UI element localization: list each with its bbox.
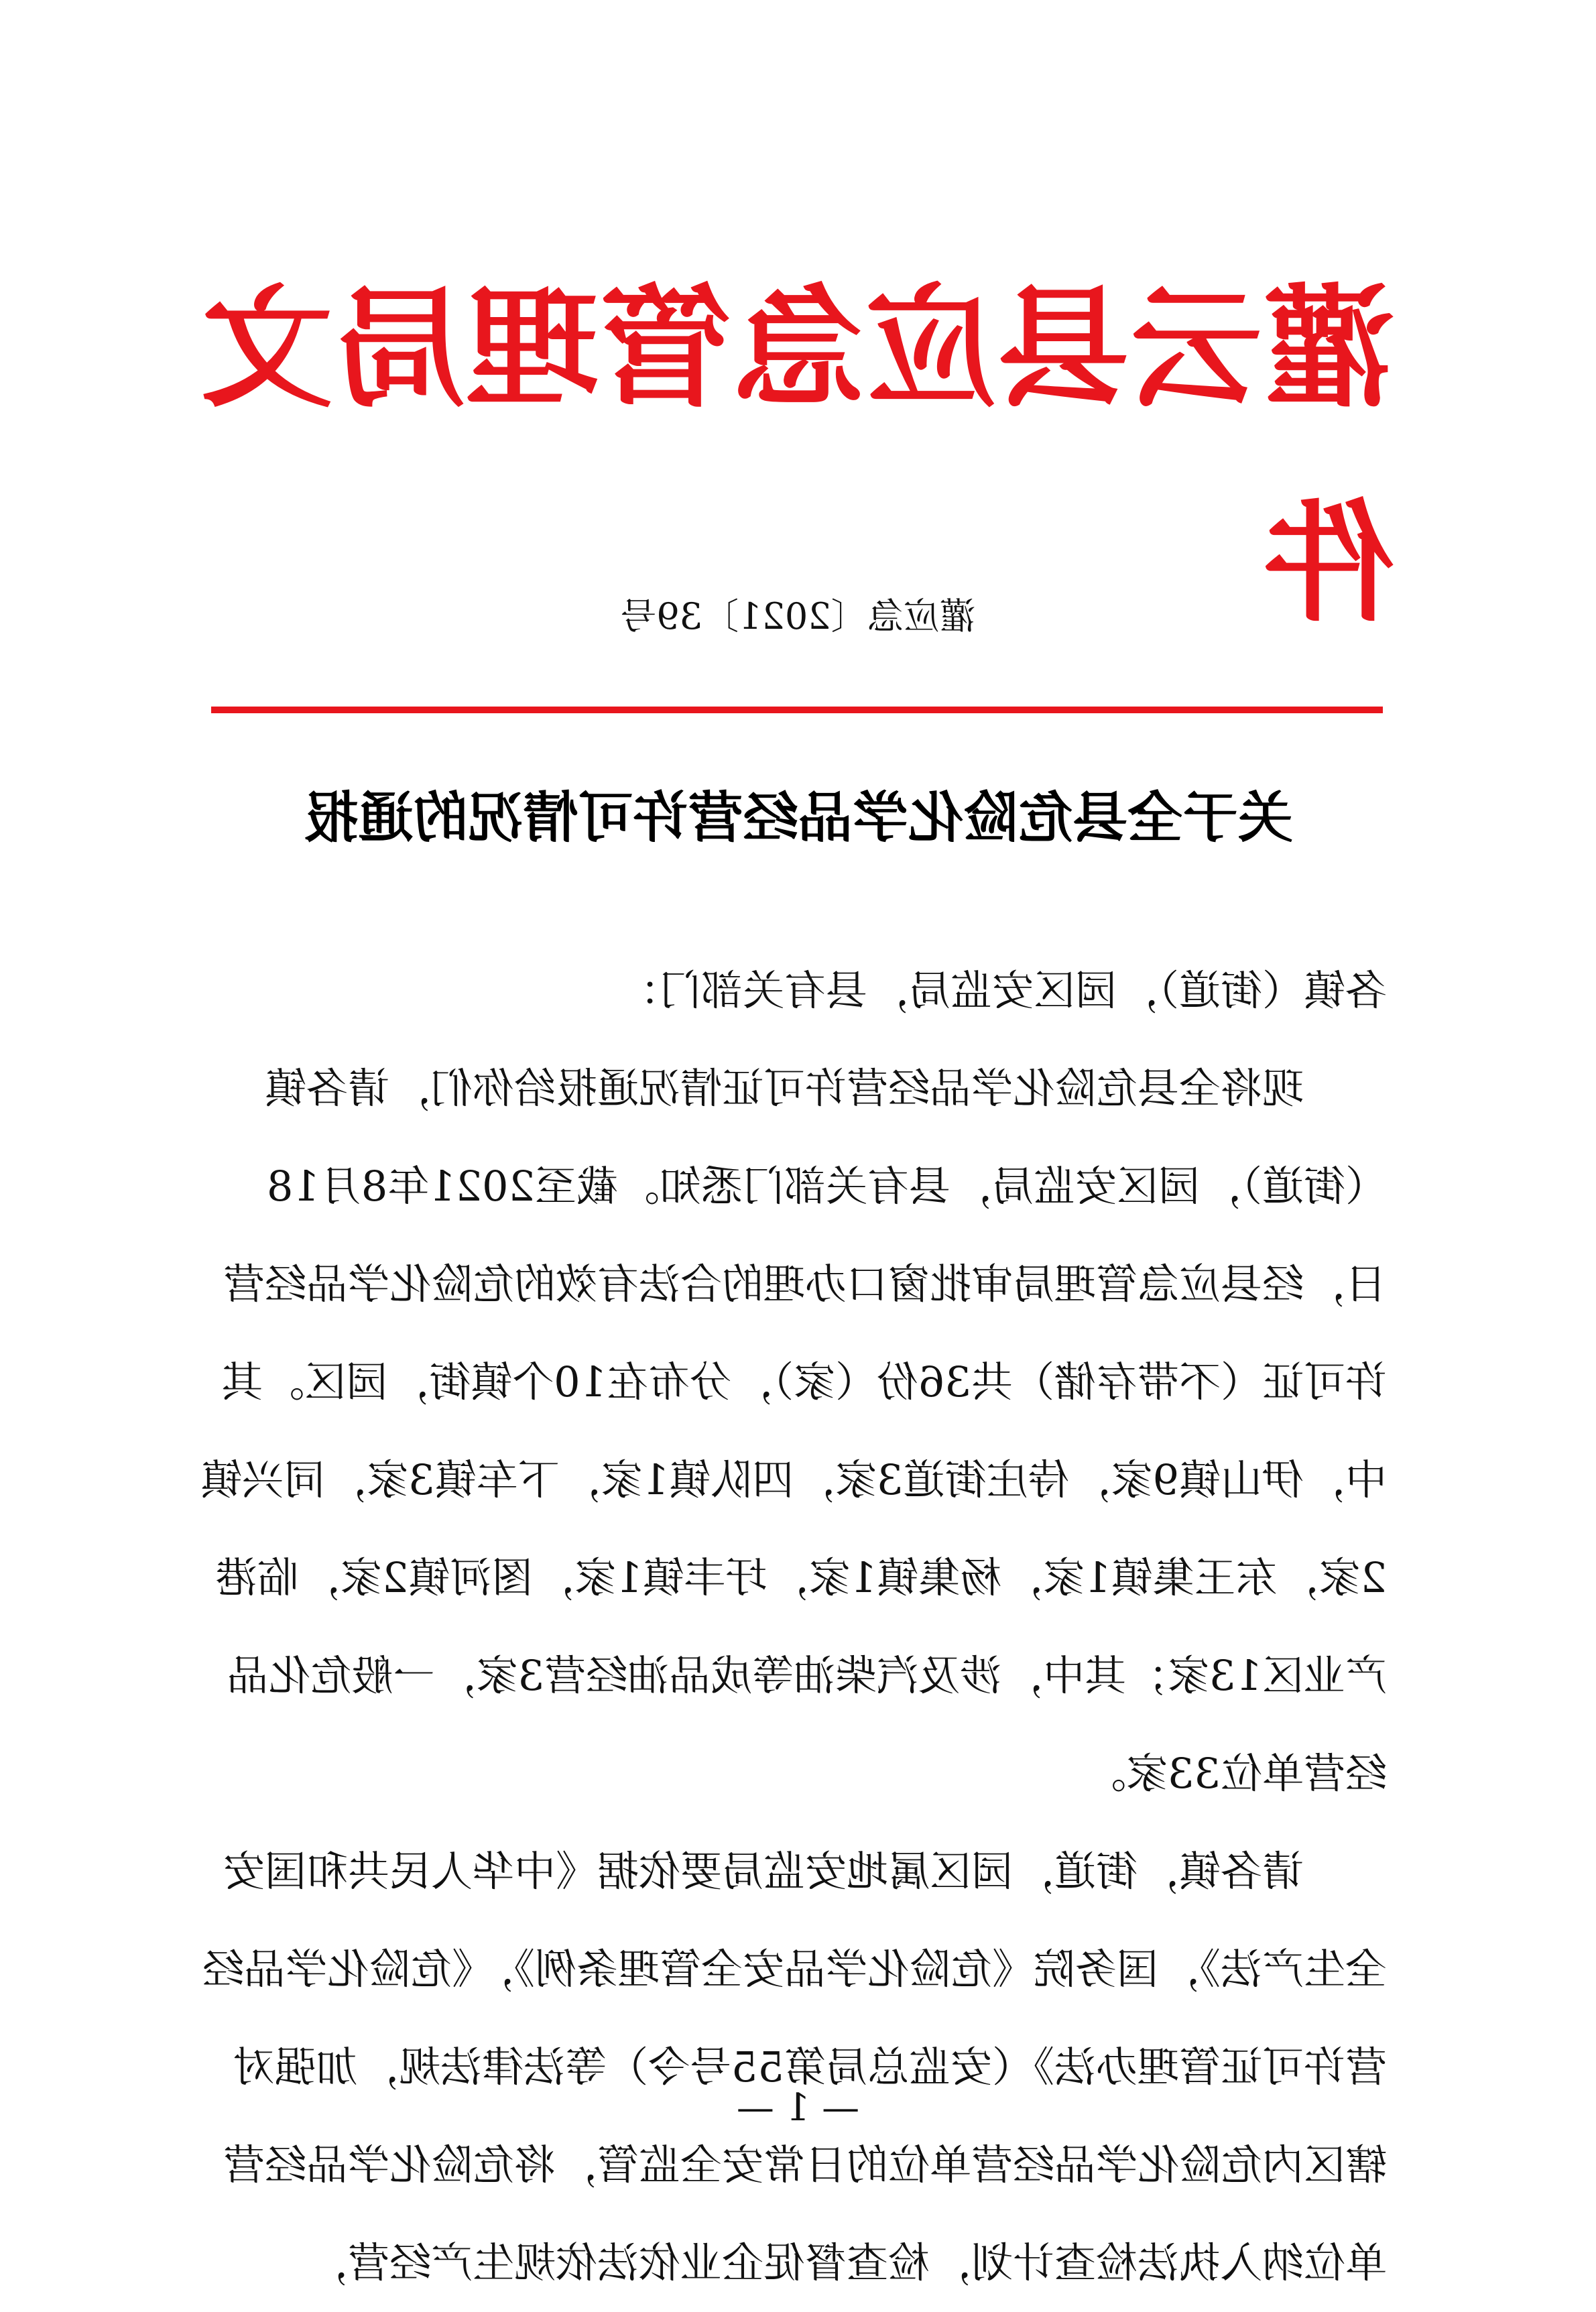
notice-title: 关于全县危险化学品经营许可情况的通报 <box>303 786 1293 850</box>
body-paragraph-1: 现将全县危险化学品经营许可证情况通报给你们，请各镇（街道），园区安监局，县有关部门悉知。截至2021年8月18日，经县应急管理局审批窗口办理的合法有效的危险化学品经营许可证（不带存储）共36份（家），分布在10个镇街，园区。其中，伊山镇9家，侍庄街道3家，四队镇1家，下车镇3家，同兴镇2家，东王集镇1家，杨集镇1家，圩丰镇1家，图河镇2家，临港产业区13家；其中，涉及汽柴油等成品油经营3家，一般危化品经营单位33家。 <box>200 1064 1387 1798</box>
page-number: — 1 — <box>736 2086 860 2130</box>
document-number: 灌应急〔2021〕39号 <box>620 595 976 637</box>
red-divider-line <box>211 707 1383 713</box>
salutation: 各镇（街道），园区安监局，县有关部门： <box>617 966 1387 1015</box>
body-paragraph-2: 请各镇，街道，园区属地安监局要依据《中华人民共和国安全生产法》，国务院《危险化学品安全管理条例》，《危险化学品经营许可证管理办法》（安监总局第55号令）等法律法规，加强对辖区内危险化学品经营单位的日常安全监管，将危险化学品经营单位纳入执法检查计划，检查督促企业依法依规生产经营， <box>202 1847 1387 2287</box>
agency-title: 灌云县应急管理局文件 <box>202 271 1395 640</box>
